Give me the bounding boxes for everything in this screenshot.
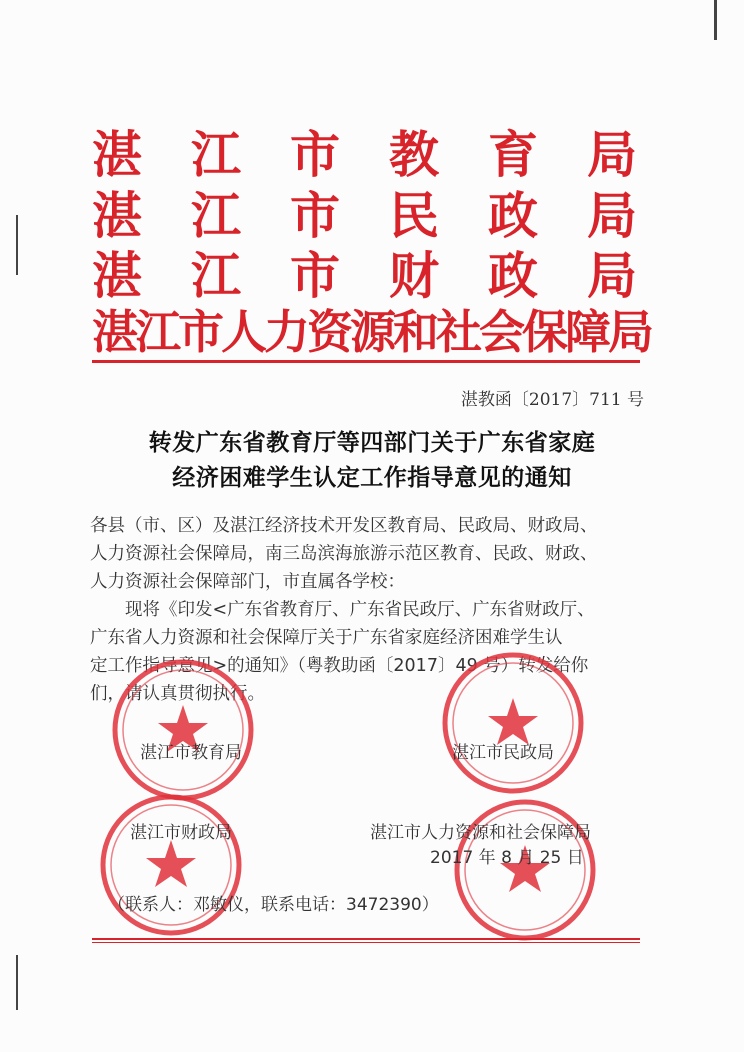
header-char: 财 <box>389 246 439 305</box>
signature-date: 2017 年 8 月 25 日 <box>430 848 584 868</box>
signature-education: 湛江市教育局 <box>140 743 242 763</box>
header-line-2 <box>92 186 637 246</box>
seal-education-bureau <box>108 655 258 805</box>
header-char: 民 <box>389 186 439 245</box>
document-title-line-1: 转发广东省教育厅等四部门关于广东省家庭 <box>148 429 596 456</box>
signature-finance: 湛江市财政局 <box>130 823 232 843</box>
header-char: 局 <box>587 125 637 184</box>
header-char: 市 <box>290 246 340 305</box>
header-line-3 <box>92 246 637 306</box>
header-char: 局 <box>587 186 637 245</box>
body-line: 现将《印发<广东省教育厅、广东省民政厅、广东省财政厅、 <box>90 600 595 620</box>
seal-finance-bureau <box>96 790 246 940</box>
header-char: 江 <box>191 186 241 245</box>
footer-rule-top <box>92 938 640 940</box>
header-char: 江 <box>191 125 241 184</box>
header-char: 湛 <box>92 125 142 184</box>
body-line: 各县（市、区）及湛江经济技术开发区教育局、民政局、财政局、 <box>90 516 598 536</box>
scan-mark-left-lower <box>16 955 18 1010</box>
document-number: 湛教函〔2017〕711 号 <box>460 390 644 410</box>
contact-info: （联系人：邓敏仪，联系电话：3472390） <box>108 895 439 915</box>
header-char: 教 <box>389 125 439 184</box>
header-char: 局 <box>587 246 637 305</box>
body-line: 人力资源社会保障局，南三岛滨海旅游示范区教育、民政、财政、 <box>90 544 598 564</box>
scan-mark-top <box>714 0 717 40</box>
header-char: 市 <box>290 186 340 245</box>
header-char: 江 <box>191 246 241 305</box>
footer-rule-bottom <box>92 942 640 943</box>
body-line: 们，请认真贯彻执行。 <box>90 684 265 704</box>
seal-civil-affairs-bureau <box>438 648 588 798</box>
document-title-line-2: 经济困难学生认定工作指导意见的通知 <box>172 464 572 491</box>
body-line: 人力资源社会保障部门，市直属各学校： <box>90 572 405 592</box>
header-char: 湛 <box>92 246 142 305</box>
signature-hr: 湛江市人力资源和社会保障局 <box>370 823 591 843</box>
header-char: 政 <box>488 246 538 305</box>
header-char: 政 <box>488 186 538 245</box>
body-line: 广东省人力资源和社会保障厅关于广东省家庭经济困难学生认 <box>90 628 563 648</box>
header-char: 育 <box>488 125 538 184</box>
header-line-4: 湛江市人力资源和社会保障局 <box>92 305 651 359</box>
signature-civil: 湛江市民政局 <box>452 743 554 763</box>
header-char: 湛 <box>92 186 142 245</box>
header-line-1 <box>92 125 637 185</box>
scan-mark-left <box>16 215 18 275</box>
header-rule <box>92 360 640 363</box>
body-line: 定工作指导意见>的通知》（粤教助函〔2017〕49 号）转发给你 <box>90 656 589 676</box>
header-char: 市 <box>290 125 340 184</box>
